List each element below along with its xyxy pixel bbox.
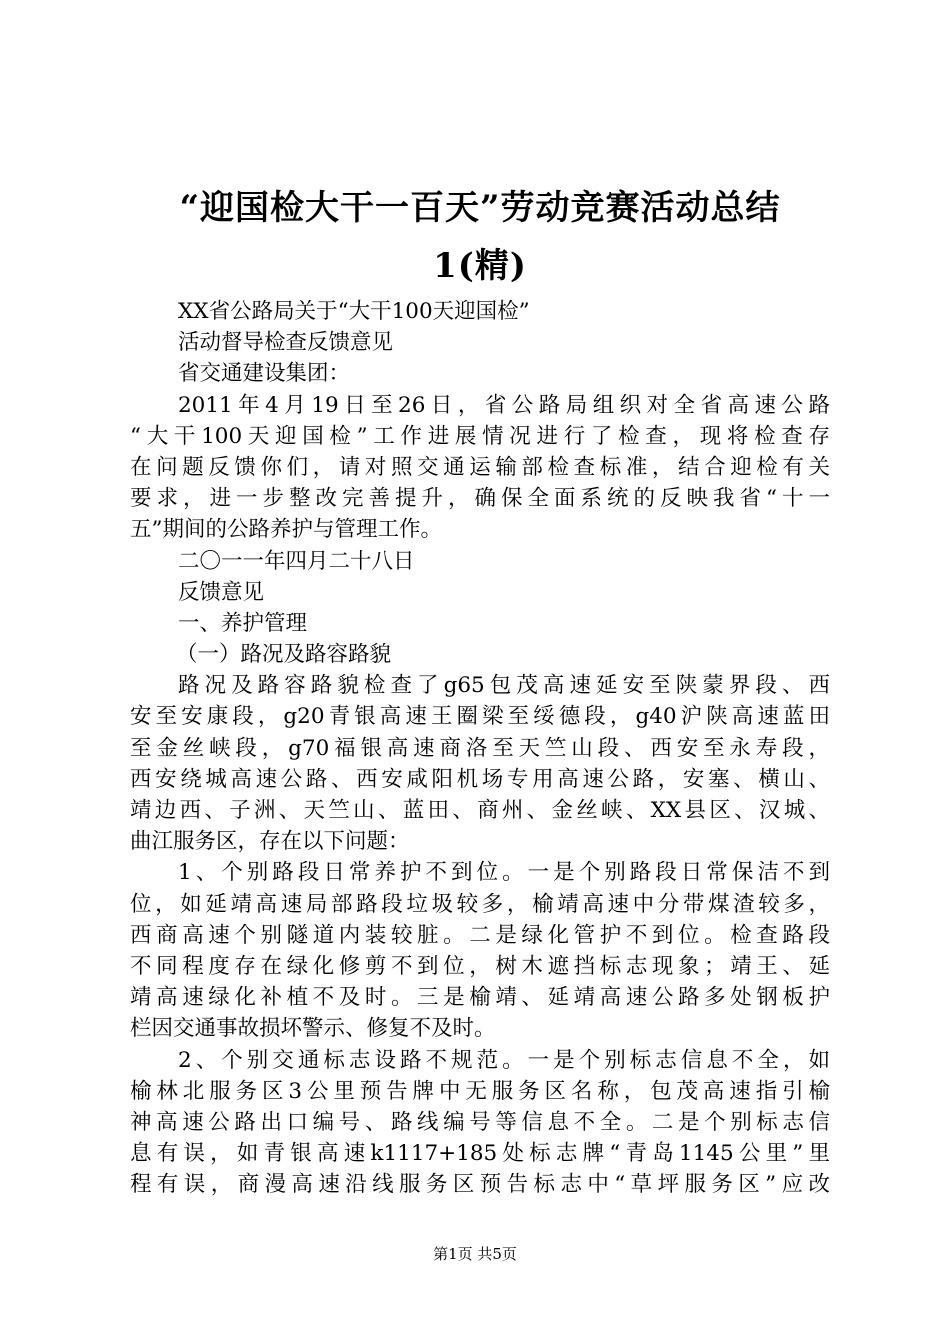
- paragraph-line: 不同程度存在绿化修剪不到位，树木遮挡标志现象；靖王、延: [130, 953, 830, 979]
- paragraph-line: 路况及路容路貌检查了g65包茂高速延安至陕蒙界段、西: [178, 673, 830, 699]
- paragraph-line: 位，如延靖高速局部路段垃圾较多，榆靖高速中分带煤渣较多，: [130, 891, 830, 917]
- paragraph-line: 程有误，商漫高速沿线服务区预告标志中“草坪服务区”应改: [130, 1172, 830, 1198]
- paragraph-line: 2、个别交通标志设路不规范。一是个别标志信息不全，如: [178, 1047, 830, 1073]
- page-footer: 第1页 共5页: [433, 1245, 517, 1263]
- paragraph-line: 神高速公路出口编号、路线编号等信息不全。二是个别标志信: [130, 1109, 830, 1135]
- paragraph-line: 靖高速绿化补植不及时。三是榆靖、延靖高速公路多处钢板护: [130, 985, 830, 1011]
- paragraph-line: 栏因交通事故损坏警示、修复不及时。: [130, 1016, 496, 1042]
- paragraph-line: 曲江服务区，存在以下问题：: [130, 829, 410, 855]
- document-title-line-1: “迎国检大干一百天”劳动竞赛活动总结: [179, 188, 781, 228]
- paragraph-line: 西商高速个别隧道内装较脏。二是绿化管护不到位。检查路段: [130, 922, 830, 948]
- paragraph-line: 安至安康段，g20青银高速王圈梁至绥德段，g40沪陕高速蓝田: [130, 704, 830, 730]
- paragraph-line: 靖边西、子洲、天竺山、蓝田、商州、金丝峡、XX县区、汉城、: [130, 798, 830, 823]
- document-title-line-2: 1(精): [433, 246, 527, 286]
- date-line: 二〇一一年四月二十八日: [178, 548, 415, 574]
- paragraph-line: 五”期间的公路养护与管理工作。: [130, 517, 442, 543]
- heading-line: XX省公路局关于“大干100天迎国检”: [178, 299, 530, 324]
- heading-line: 活动督导检查反馈意见: [178, 330, 394, 356]
- paragraph-line: 至金丝峡段，g70福银高速商洛至天竺山段、西安至永寿段，: [130, 735, 830, 761]
- section-heading: 一、养护管理: [178, 610, 308, 636]
- paragraph-line: 在问题反馈你们，请对照交通运输部检查标准，结合迎检有关: [130, 454, 830, 480]
- addressee-line: 省交通建设集团：: [178, 361, 351, 387]
- document-body: [130, 296, 830, 1200]
- paragraph-line: “大干100天迎国检”工作进展情况进行了检查，现将检查存: [130, 423, 830, 449]
- section-heading: 反馈意见: [178, 579, 265, 605]
- paragraph-line: 西安绕城高速公路、西安咸阳机场专用高速公路，安塞、横山、: [130, 766, 830, 792]
- paragraph-line: 榆林北服务区3公里预告牌中无服务区名称，包茂高速指引榆: [130, 1078, 830, 1104]
- paragraph-line: 要求，进一步整改完善提升，确保全面系统的反映我省“十一: [130, 486, 830, 512]
- subsection-heading: （一）路况及路容路貌: [176, 642, 392, 668]
- paragraph-line: 1、个别路段日常养护不到位。一是个别路段日常保洁不到: [178, 860, 830, 886]
- paragraph-line: 2011年4月19日至26日，省公路局组织对全省高速公路: [178, 392, 830, 418]
- paragraph-line: 息有误，如青银高速k1117+185处标志牌“青岛1145公里”里: [130, 1141, 830, 1167]
